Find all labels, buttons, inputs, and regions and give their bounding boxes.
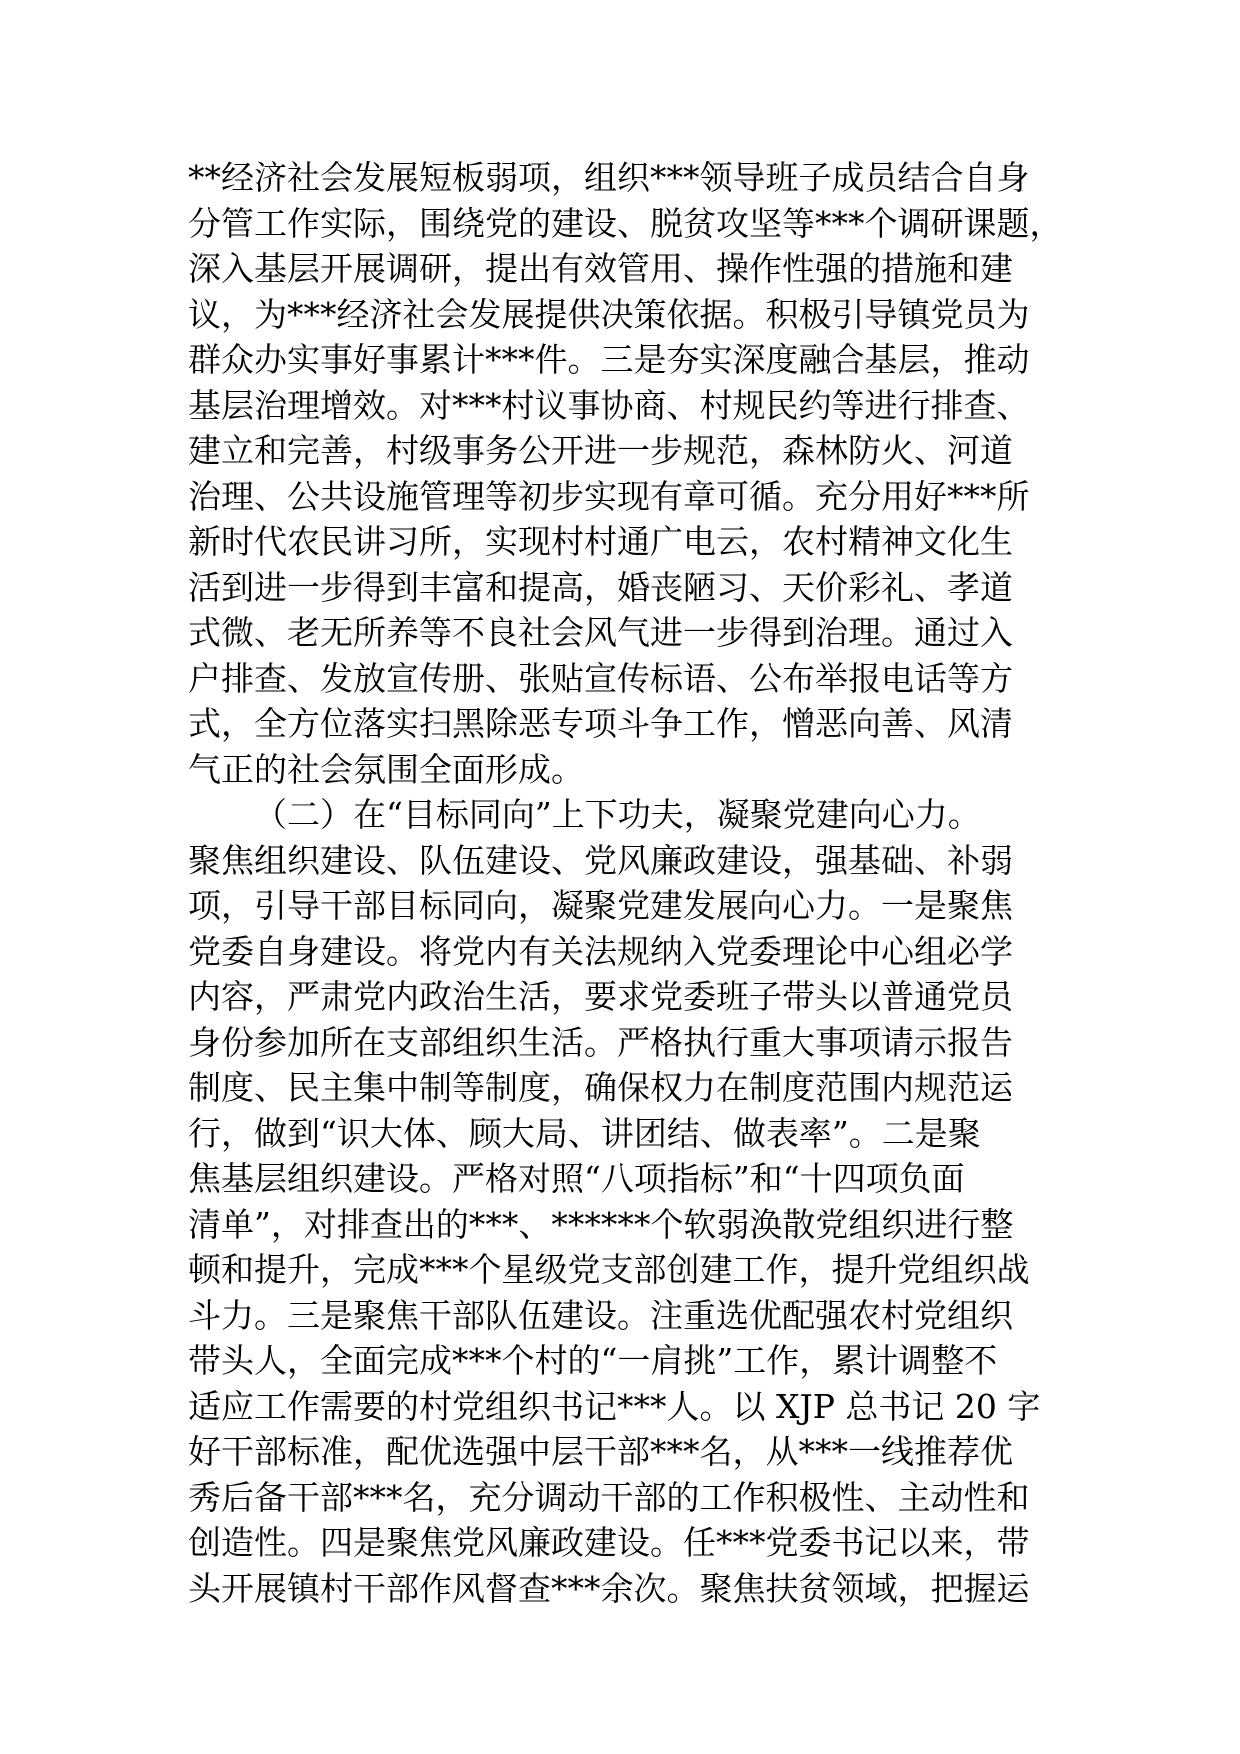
text-line: 行，做到“识大体、顾大局、讲团结、做表率”。二是聚 bbox=[188, 1113, 981, 1153]
text-line: 带头人，全面完成***个村的“一肩挑”工作，累计调整不 bbox=[188, 1341, 998, 1380]
text-line: 户排查、发放宣传册、张贴宣传标语、公布举报电话等方 bbox=[188, 658, 1013, 698]
text-line: 适应工作需要的村党组织书记***人。以 XJP 总书记 20 字 bbox=[188, 1386, 1041, 1426]
text-line: 群众办实事好事累计***件。三是夯实深度融合基层，推动 bbox=[188, 340, 1030, 379]
text-line: 焦基层组织建设。严格对照“八项指标”和“十四项负面 bbox=[188, 1159, 965, 1198]
text-line: 顿和提升，完成***个星级党支部创建工作，提升党组织战 bbox=[188, 1250, 1030, 1289]
text-line: 基层治理增效。对***村议事协商、村规民约等进行排查、 bbox=[188, 385, 1030, 425]
text-line: 斗力。三是聚焦干部队伍建设。注重选优配强农村党组织 bbox=[188, 1295, 1013, 1335]
text-line: 式，全方位落实扫黑除恶专项斗争工作，憎恶向善、风清 bbox=[188, 704, 1013, 743]
text-line: 项，引导干部目标同向，凝聚党建发展向心力。一是聚焦 bbox=[188, 886, 1013, 925]
text-line: 建立和完善，村级事务公开进一步规范，森林防火、河道 bbox=[188, 431, 1013, 470]
text-line: 新时代农民讲习所，实现村村通广电云，农村精神文化生 bbox=[188, 522, 1013, 561]
text-line: 活到进一步得到丰富和提高，婚丧陋习、天价彩礼、孝道 bbox=[188, 567, 1013, 607]
text-line: 头开展镇村干部作风督查***余次。聚焦扶贫领域，把握运 bbox=[188, 1568, 1030, 1608]
text-line: 气正的社会氛围全面形成。 bbox=[188, 749, 584, 789]
text-line: 议，为***经济社会发展提供决策依据。积极引导镇党员为 bbox=[188, 294, 1030, 334]
text-line: 清单”，对排查出的***、******个软弱涣散党组织进行整 bbox=[188, 1204, 1014, 1244]
text-line: 式微、老无所养等不良社会风气进一步得到治理。通过入 bbox=[188, 613, 1013, 652]
text-line: 党委自身建设。将党内有关法规纳入党委理论中心组必学 bbox=[188, 931, 1013, 971]
body-text bbox=[188, 155, 1068, 1611]
text-line: 创造性。四是聚焦党风廉政建设。任***党委书记以来，带 bbox=[188, 1523, 1030, 1562]
text-line: **经济社会发展短板弱项，组织***领导班子成员结合自身 bbox=[188, 158, 1030, 197]
section-heading: （二）在“目标同向”上下功夫，凝聚党建向心力。 bbox=[254, 795, 981, 834]
text-line: 好干部标准，配优选强中层干部***名，从***一线推荐优 bbox=[188, 1432, 1013, 1471]
text-line: 治理、公共设施管理等初步实现有章可循。充分用好***所 bbox=[188, 476, 1030, 516]
text-line: 制度、民主集中制等制度，确保权力在制度范围内规范运 bbox=[188, 1068, 1013, 1107]
text-line: 深入基层开展调研，提出有效管用、操作性强的措施和建 bbox=[188, 249, 1013, 288]
text-line: 秀后备干部***名，充分调动干部的工作积极性、主动性和 bbox=[188, 1477, 1030, 1517]
text-line: 聚焦组织建设、队伍建设、党风廉政建设，强基础、补弱 bbox=[188, 840, 1013, 880]
text-line: 身份参加所在支部组织生活。严格执行重大事项请示报告 bbox=[188, 1022, 1013, 1062]
text-line: 内容，严肃党内政治生活，要求党委班子带头以普通党员 bbox=[188, 977, 1013, 1016]
text-line: 分管工作实际，围绕党的建设、脱贫攻坚等***个调研课题， bbox=[188, 203, 1063, 243]
